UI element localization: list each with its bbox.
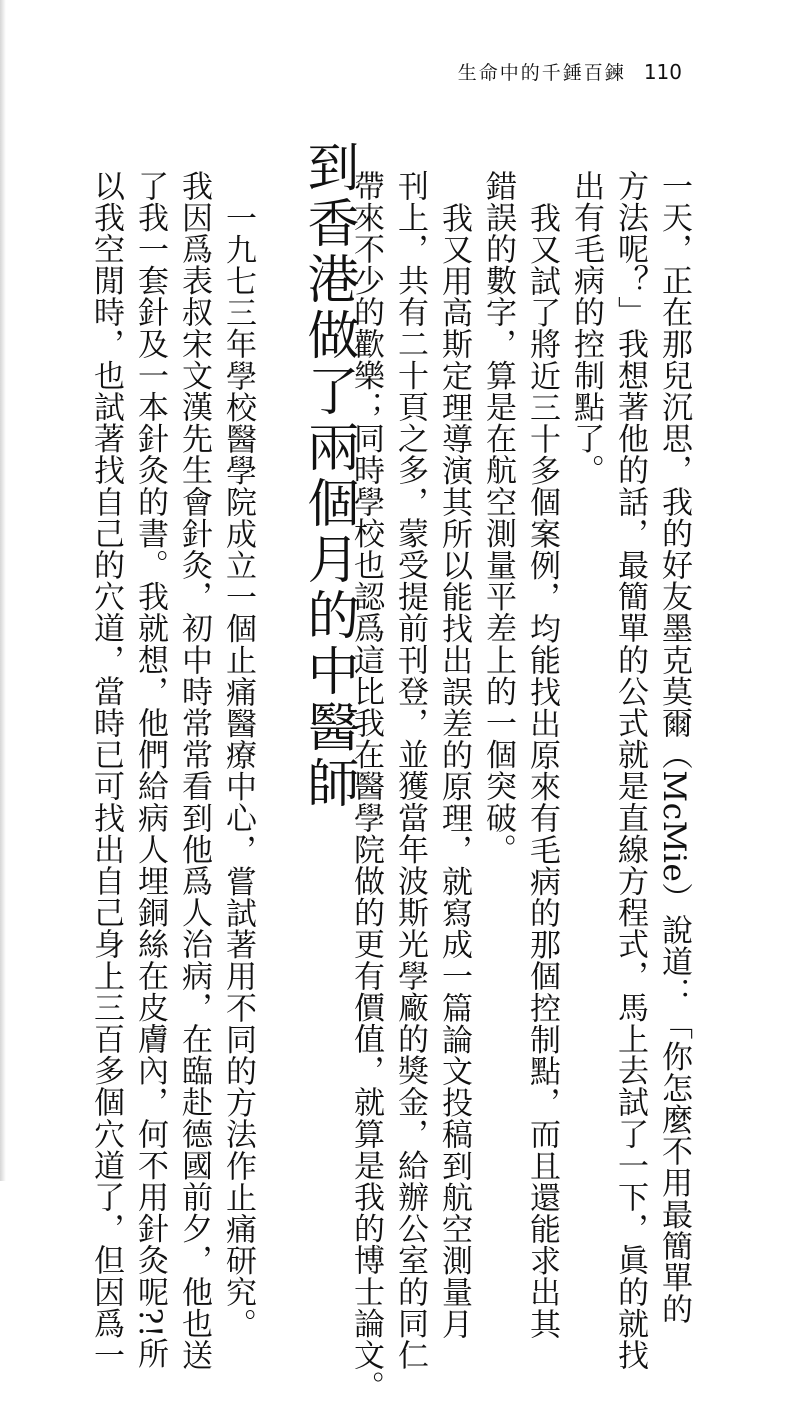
text-column-9: 一九七三年學校醫學院成立一個止痛醫療中心，嘗試著用不同的方法作止痛研究。 bbox=[220, 202, 256, 1340]
text-column-3: 出有毛病的控制點了。 bbox=[568, 170, 604, 486]
text-column-5: 錯誤的數字，算是在航空測量平差上的一個突破。 bbox=[480, 170, 516, 866]
text-column-1: 一天，正在那兒沉思，我的好友墨克莫爾（McMie）說道：「你怎麼不用最簡單的 bbox=[656, 170, 692, 1325]
text-column-2: 方法呢？」我想著他的話，最簡單的公式就是直線方程式，馬上去試了一下，眞的就找 bbox=[612, 170, 648, 1371]
running-header bbox=[458, 58, 682, 85]
scan-edge-shadow bbox=[0, 0, 6, 1181]
text-column-12: 以我空閒時，也試著找自己的穴道，當時已可找出自己身上三百多個穴道了，但因爲一 bbox=[88, 170, 124, 1371]
page-number: 110 bbox=[643, 60, 682, 84]
text-column-4: 我又試了將近三十多個案例，均能找出原來有毛病的那個控制點，而且還能求出其 bbox=[524, 202, 560, 1340]
section-heading: 到香港做了兩個月的中醫師 bbox=[298, 140, 358, 812]
text-column-6: 我又用高斯定理導演其所以能找出誤差的原理，就寫成一篇論文投稿到航空測量月 bbox=[436, 202, 472, 1340]
text-column-11: 了我一套針及一本針灸的書。我就想，他們給病人埋銅絲在皮膚內，何不用針灸呢?!所 bbox=[132, 170, 168, 1370]
text-column-7: 刊上，共有二十頁之多，蒙受提前刊登，並獲當年波斯光學廠的獎金，給辦公室的同仁 bbox=[392, 170, 428, 1371]
text-column-8: 帶來不少的歡樂；同時學校也認爲這比我在醫學院做的更有價值，就算是我的博士論文。 bbox=[348, 170, 384, 1402]
book-title: 生命中的千錘百鍊 bbox=[457, 62, 626, 84]
text-column-10: 我因爲表叔宋文漢先生會針灸，初中時常常看到他爲人治病，在臨赴德國前夕，他也送 bbox=[176, 170, 212, 1371]
